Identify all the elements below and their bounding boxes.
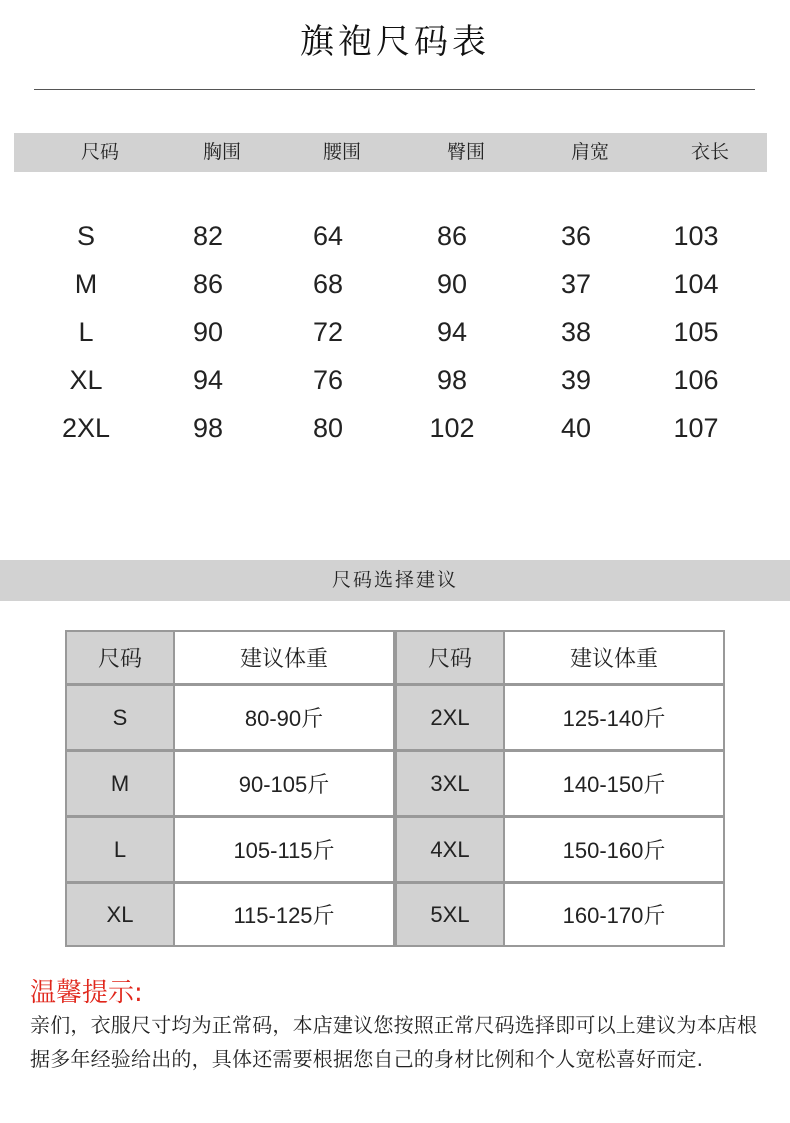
advice-size-cell: M xyxy=(67,752,173,815)
table-cell: 76 xyxy=(312,365,344,395)
size-row-m xyxy=(0,260,790,308)
header-length: 衣长 xyxy=(690,141,729,163)
header-shoulder: 肩宽 xyxy=(570,141,609,163)
advice-weight-cell: 140-150斤 xyxy=(505,752,723,815)
advice-weight-cell: 90-105斤 xyxy=(175,752,393,815)
header-waist: 腰围 xyxy=(322,141,361,163)
table-cell: 90 xyxy=(436,269,468,299)
table-cell: 98 xyxy=(436,365,468,395)
table-cell: M xyxy=(74,269,98,299)
table-cell: S xyxy=(76,221,95,251)
size-row-xl xyxy=(0,356,790,404)
advice-weight-cell: 160-170斤 xyxy=(505,884,723,945)
table-cell: 64 xyxy=(312,221,344,251)
table-cell: 103 xyxy=(673,221,719,251)
size-row-2xl xyxy=(0,404,790,452)
title-divider xyxy=(34,89,755,90)
advice-header-weight: 建议体重 xyxy=(175,632,393,683)
table-cell: 105 xyxy=(673,317,719,347)
table-cell: 94 xyxy=(192,365,224,395)
size-row-s xyxy=(0,212,790,260)
table-cell: 104 xyxy=(673,269,719,299)
header-hip: 臀围 xyxy=(446,141,485,163)
advice-weight-cell: 80-90斤 xyxy=(175,686,393,749)
table-cell: XL xyxy=(69,365,103,395)
table-cell: 107 xyxy=(673,413,719,443)
table-cell: 86 xyxy=(192,269,224,299)
advice-weight-cell: 125-140斤 xyxy=(505,686,723,749)
advice-size-cell: XL xyxy=(67,884,173,945)
advice-size-cell: L xyxy=(67,818,173,881)
advice-header-weight-2: 建议体重 xyxy=(505,632,723,683)
table-cell: 37 xyxy=(560,269,592,299)
size-row-l xyxy=(0,308,790,356)
table-cell: 82 xyxy=(192,221,224,251)
advice-size-cell: 4XL xyxy=(397,818,503,881)
table-cell: 80 xyxy=(312,413,344,443)
table-cell: 102 xyxy=(429,413,475,443)
advice-size-cell: 2XL xyxy=(397,686,503,749)
table-cell: L xyxy=(78,317,94,347)
advice-size-cell: S xyxy=(67,686,173,749)
table-cell: 98 xyxy=(192,413,224,443)
tip-body: 亲们，衣服尺寸均为正常码，本店建议您按照正常尺码选择即可以上建议为本店根据多年经验给出的，具体还需要根据您自己的身材比例和个人宽松喜好而定. xyxy=(30,1013,758,1071)
table-cell: 106 xyxy=(673,365,719,395)
table-cell: 39 xyxy=(560,365,592,395)
size-table-header xyxy=(14,133,767,172)
table-cell: 90 xyxy=(192,317,224,347)
advice-header-size: 尺码 xyxy=(67,632,173,683)
advice-weight-cell: 115-125斤 xyxy=(175,884,393,945)
header-size: 尺码 xyxy=(80,141,119,163)
tip-title: 温馨提示: xyxy=(30,978,143,1008)
table-cell: 94 xyxy=(436,317,468,347)
table-cell: 36 xyxy=(560,221,592,251)
advice-header-size-2: 尺码 xyxy=(397,632,503,683)
table-cell: 68 xyxy=(312,269,344,299)
advice-weight-cell: 105-115斤 xyxy=(175,818,393,881)
table-cell: 40 xyxy=(560,413,592,443)
header-bust: 胸围 xyxy=(202,141,241,163)
table-cell: 2XL xyxy=(61,413,111,443)
weight-advice-table xyxy=(65,630,725,947)
table-cell: 86 xyxy=(436,221,468,251)
advice-section-title: 尺码选择建议 xyxy=(0,560,790,601)
advice-size-cell: 5XL xyxy=(397,884,503,945)
advice-size-cell: 3XL xyxy=(397,752,503,815)
advice-weight-cell: 150-160斤 xyxy=(505,818,723,881)
table-cell: 38 xyxy=(560,317,592,347)
table-cell: 72 xyxy=(312,317,344,347)
page-title: 旗袍尺码表 xyxy=(300,22,490,62)
